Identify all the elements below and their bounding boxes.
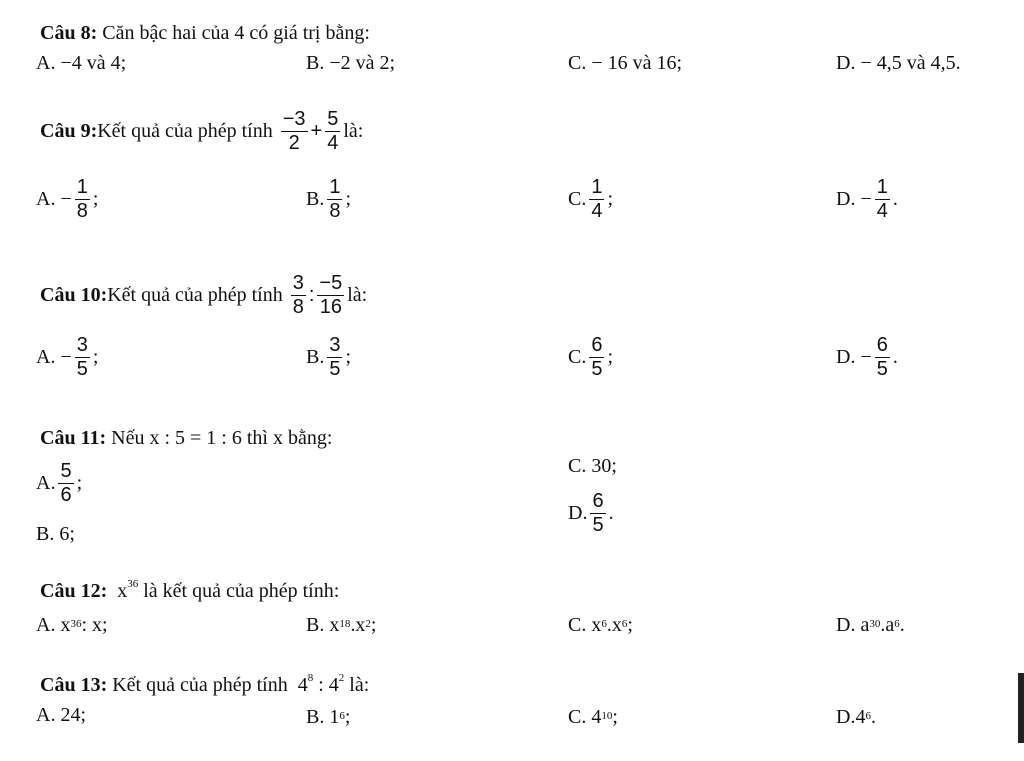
question-11-text: Nếu x : 5 = 1 : 6 thì x bằng: [106,427,333,449]
scrollbar-thumb[interactable] [1018,673,1024,743]
question-11 [40,427,332,450]
q12-option-a[interactable]: A. x $^{36}$ : x ; [36,614,108,636]
q9-fraction-2: $\frac{5}{4}$ [327,108,339,154]
q13-exp-2: 2 [338,672,345,684]
q13-option-a[interactable]: A. 24; [36,704,86,726]
q8-option-d[interactable]: D. − 4,5 và 4,5. [836,52,961,74]
question-12-label: Câu 12: [40,580,108,602]
question-8-text: Căn bậc hai của 4 có giá trị bằng: [97,22,370,44]
q8-option-a[interactable]: A. −4 và 4; [36,52,127,74]
q13-base-1: 4 [297,674,308,696]
q9-option-c[interactable]: C. $\frac{1}{4}$ ; [568,176,614,222]
q13-option-d[interactable]: D. 4 $^6$ . [836,706,876,728]
q11-option-c[interactable]: C. 30; [568,455,617,477]
question-10 [40,272,367,319]
question-12 [40,580,339,603]
q11-option-a[interactable]: A. $\frac{5}{6}$ ; [36,460,83,506]
question-9 [40,108,363,155]
question-12-text: là kết quả của phép tính: [138,580,340,602]
q10-operator: : [308,284,315,306]
q10-option-c[interactable]: C. $\frac{6}{5}$ ; [568,334,614,380]
q13-option-c[interactable]: C. 4 $^{10}$ ; [568,706,618,728]
q10-fraction-2: $\frac{-5}{16}$ [319,272,343,318]
q10-option-b[interactable]: B. $\frac{3}{5}$ ; [306,334,352,380]
q9-option-d[interactable]: D. − $\frac{1}{4}$ . [836,176,898,222]
q9-option-b[interactable]: B. $\frac{1}{8}$ ; [306,176,352,222]
q12-option-c[interactable]: C. x $^6$ .x $^6$ ; [568,614,633,636]
question-9-text: Kết quả của phép tính [97,120,273,142]
q9-option-a[interactable]: A. − $\frac{1}{8}$ ; [36,176,99,222]
q11-option-d[interactable]: D. $\frac{6}{5}$ . [568,490,614,536]
question-13 [40,674,369,697]
question-8 [40,22,370,45]
question-10-label: Câu 10: [40,284,108,306]
question-11-label: Câu 11: [40,427,107,449]
q9-fraction-1: $\frac{-3}{2}$ [282,108,306,154]
question-13-label: Câu 13: [40,674,108,696]
question-10-text: Kết quả của phép tính [107,284,283,306]
q9-operator: + [310,120,323,142]
q13-tail: là: [344,674,370,696]
q10-fraction-1: $\frac{3}{8}$ [292,272,304,318]
question-13-text: Kết quả của phép tính [107,674,288,696]
q12-option-d[interactable]: D. a $^{30}$ .a $^6$ . [836,614,905,636]
q12-option-b[interactable]: B. x $^{18}$ .x $^2$ ; [306,614,377,636]
question-9-label: Câu 9: [40,120,98,142]
q13-mid: : 4 [313,674,339,696]
question-8-label: Câu 8: [40,22,98,44]
q10-option-a[interactable]: A. − $\frac{3}{5}$ ; [36,334,99,380]
q12-exponent: 36 [127,578,139,590]
q8-option-c[interactable]: C. − 16 và 16; [568,52,683,74]
q10-option-d[interactable]: D. − $\frac{6}{5}$ . [836,334,898,380]
q10-tail: là: [347,284,368,306]
q8-option-b[interactable]: B. −2 và 2; [306,52,396,74]
q12-base: x [117,580,128,602]
q13-exp-1: 8 [307,672,314,684]
q9-tail: là: [343,120,364,142]
q13-option-b[interactable]: B. 1 $^6$ ; [306,706,351,728]
q11-option-b[interactable]: B. 6; [36,523,75,545]
